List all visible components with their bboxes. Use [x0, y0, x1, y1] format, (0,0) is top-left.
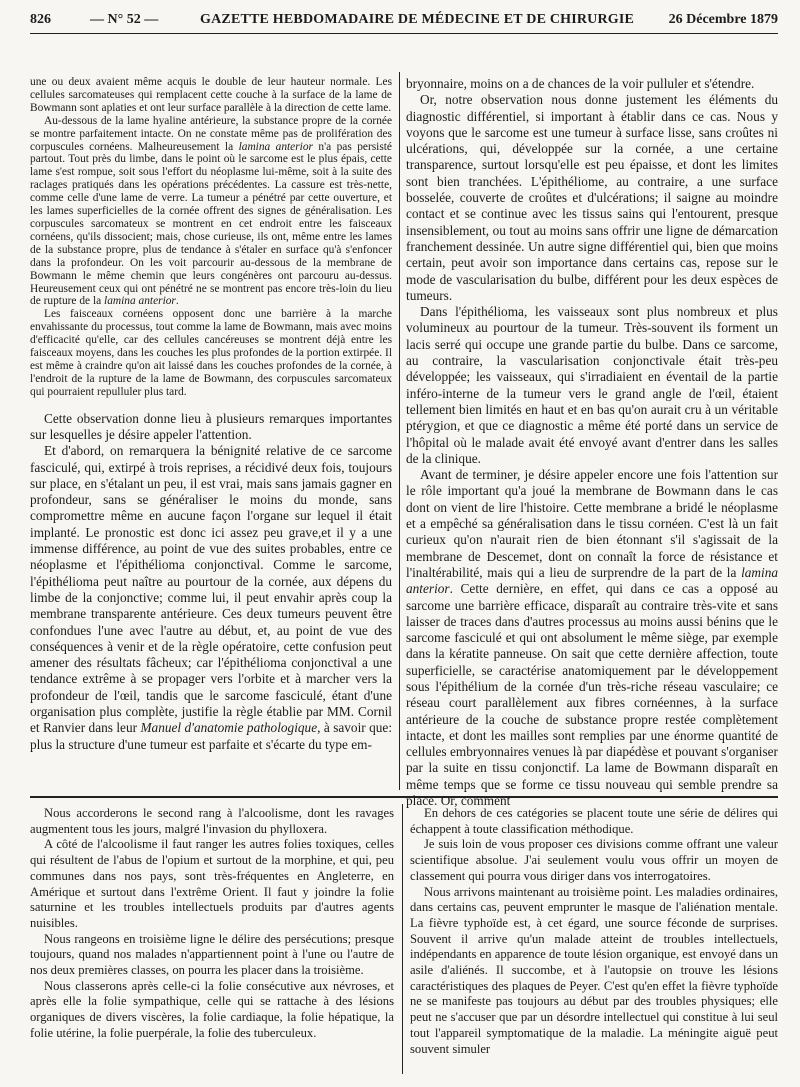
- paragraph: Dans l'épithélioma, les vaisseaux sont plus nombreux et plus volumineux au pourtour de la tumeur. Très-souvent ils forment un lacis serré qui occupe une grande partie du bulbe. Dans ce sarcome, au contraire, la vascularisation conjonctivale était très-peu développée; les vaisseaux, qui s'irradiaient en éventail de la partie inféro-interne de la tumeur vers le grand angle de l'œil, étaient tellement bien limités en haut et en bas qu'on aurait cru à un véritable ptérygion, et que ce diagnostic a même été porté dans un service de l'hôpital où le malade avait été envoyé avant d'entrer dans les salles de la clinique.: [406, 304, 778, 466]
- paragraph: Je suis loin de vous proposer ces divisions comme offrant une valeur scientifique absolue. J'ai seulement voulu vous offrir un moyen de classement qui pourra vous diriger dans vos interrogatoires.: [410, 837, 778, 883]
- top-left-column: [30, 76, 392, 753]
- paragraph: A côté de l'alcoolisme il faut ranger les autres folies toxiques, celles qui résultent de l'abus de l'opium et surtout de la morphine, et qui, peu communes dans nos pays, sont très-fréquentes en Angleterre, en Amérique et surtout dans l'extrême Orient. Il faut y joindre la folie saturnine et les troubles intellectuels produits par d'autres agents nuisibles.: [30, 837, 394, 930]
- bottom-left-column: [30, 806, 394, 1042]
- paragraph: Cette observation donne lieu à plusieurs remarques importantes sur lesquelles je désire appeler l'attention.: [30, 410, 392, 442]
- page-number: 826: [30, 12, 51, 27]
- top-column-divider: [399, 72, 400, 790]
- paragraph: bryonnaire, moins on a de chances de la voir pulluler et s'étendre.: [406, 76, 755, 91]
- discussion-text: [30, 411, 392, 753]
- paragraph: Les faisceaux cornéens opposent donc une barrière à la marche envahissante du processus, tout comme la lame de Bowmann, mais avec moins d'efficacité qu'elle, car des cellules cancéreuses se montrent déjà entre les faisceaux moyens, dans les couches les plus profondes de la portion extirpée. Il est même à craindre qu'on ait laissé dans les couches profondes de la cornée, à l'endroit de la rupture de la lame de Bowmann, des corpuscules sarcomateux qui pourraient repulluler plus tard.: [30, 308, 392, 398]
- paragraph: Nous rangeons en troisième ligne le délire des persécutions; presque toujours, quand nos malades n'appartiennent point à l'une ou l'autre de nos deux premières classes, on pourra les placer dans la troisième.: [30, 931, 394, 978]
- header-rule: [30, 33, 778, 34]
- paragraph: Nous accorderons le second rang à l'alcoolisme, dont les ravages augmentent tous les jours, malgré l'invasion du phylloxera.: [30, 806, 394, 836]
- paragraph: Nous classerons après celle-ci la folie consécutive aux névroses, et après elle la folie sympathique, celle qui se rattache à des lésions organiques de divers viscères, la folie cardiaque, la folie hépatique, la folie utérine, la folie puerpérale, la folie des tuberculeux.: [30, 978, 394, 1040]
- issue-number: — N° 52 —: [90, 12, 159, 27]
- case-notes: [30, 76, 392, 399]
- page-header: [30, 12, 778, 30]
- paragraph: Et d'abord, on remarquera la bénignité relative de ce sarcome fasciculé, qui, extirpé à trois reprises, a récidivé deux fois, toujours sur place, en s'étalant un peu, il est vrai, mais sans jamais gagner en profondeur, sans se généraliser le moins du monde, sans compromettre même en aucune façon l'organe sur lequel il était implanté. Le pronostic est donc ici assez peu grave,et il y a une immense différence, au point de vue des suites probables, entre ce néoplasme et l'épithélioma conjonctival. Comme le sarcome, l'épithélioma peut naître au pourtour de la cornée, aux dépens du limbe de la conjonctive; comme lui, il peut envahir après coup la membrane transparente antérieure. Ces deux tumeurs peuvent être confondues l'une avec l'autre au début, et, au point de vue des conséquences à venir et de la règle opératoire, cette confusion peut amener des résultats fâcheux; car l'épithélioma conjonctival a une tendance extrême à se propager vers l'orbite et à marcher vers la profondeur de l'œil, tandis que le sarcome fasciculé, étant d'une organisation plus complète, justifie la règle établie par MM. Cornil et Ranvier dans leur Manuel d'anatomie pathologique, à savoir que: plus la structure d'une tumeur est parfaite et s'écarte du type em-: [30, 443, 393, 752]
- bottom-right-column: [410, 806, 778, 1057]
- bottom-column-divider: [402, 804, 403, 1074]
- paragraph: En dehors de ces catégories se placent toute une série de délires qui échappent à toute classification méthodique.: [410, 806, 778, 836]
- paragraph: Nous arrivons maintenant au troisième point. Les maladies ordinaires, dans certains cas, peuvent emprunter le masque de l'aliénation mentale. La fièvre typhoïde est, à cet égard, une source féconde de surprises. Souvent il arrive qu'un malade atteint de troubles intellectuels, indépendants en apparence de toute lésion organique, est envoyé dans un asile d'aliénés. Il succombe, et à l'autopsie on trouve les lésions caractéristiques des plaques de Peyer. C'est qu'en effet la fièvre typhoïde ne se manifeste pas toujours au début par des troubles physiques; elle peut ne s'accuser que par un désordre intellectuel qui constitue à lui seul tout l'appareil symptomatique de la maladie. La méningite aiguë peut souvent simuler: [410, 884, 778, 1056]
- paragraph: Or, notre observation nous donne justement les éléments du diagnostic différentiel, si important à établir dans ce cas. Nous y voyons que le sarcome est une tumeur à surface lisse, sans croûtes ni ulcérations, qui, développée sur la cornée, a une certaine transparence, surtout lorsqu'elle est peu épaisse, et dont les limites sont bien tranchées. L'épithéliome, au contraire, a une surface bosselée, couverte de croûtes et d'ulcérations; il saigne au moindre contact et se continue avec les tissus sains qui l'entourent, presque insensiblement, ou tout au moins sans offrir une ligne de démarcation franchement dessinée. Un autre signe différentiel qui, bien que moins certain, peut avoir son importance dans certains cas, repose sur le mode de vascularisation du bulbe, différent pour les deux espèces de tumeurs.: [406, 92, 778, 303]
- paragraph: Avant de terminer, je désire appeler encore une fois l'attention sur le rôle important qu'a joué la membrane de Bowmann dans le cas dont on vient de lire l'histoire. Cette membrane a bridé le néoplasme et a empêché sa généralisation dans le tissu cornéen. C'est là un fait curieux qu'on n'aurait rien de bien étonnant s'il s'agissait de la membrane de Descemet, dont on connaît la force de résistance et l'inaltérabilité, mais qui a lieu de surprendre de la part de la lamina anterior. Cette dernière, en effet, qui dans ce cas a opposé au sarcome une barrière efficace, disparaît au contraire très-vite et sans laisser de traces dans d'autres processus au moins aussi bénins que le sarcome fasciculé et qui ont absolument le même siège, par exemple dans la kératite panneuse. On sait que cette dernière affection, toute superficielle, se caractérise anatomiquement par le développement sous l'épithélium de la cornée d'un très-riche réseau vasculaire; ce réseau court parallèlement aux fibres cornéennes, à la surface antérieure de la couche de substance propre restée complètement intacte, et dont les mailles sont remplies par une énorme quantité de cellules embryonnaires venues là par diapédèse et pouvant s'organiser par la suite en tissu conjonctif. La lame de Bowmann disparaît en même temps que se forme ce tissu nouveau qui semble prendre sa place. Or, comment: [406, 467, 778, 809]
- issue-date: 26 Décembre 1879: [668, 12, 778, 27]
- paragraph: une ou deux avaient même acquis le double de leur hauteur normale. Les cellules sarcomateuses qui remplacent cette couche à la surface de la lame de Bowmann sont aplaties et ont leur surface parallèle à la direction de cette lame.: [30, 76, 392, 114]
- paragraph: Au-dessous de la lame hyaline antérieure, la substance propre de la cornée se montre parfaitement intacte. On ne constate même pas de prolifération des corpuscules cornéens. Malheureusement la lamina anterior n'a pas persisté partout. Tout près du limbe, dans le point où le sarcome est le plus épais, cette lame s'est rompue, soit sous l'effort du néoplasme lui-même, soit à la suite des raclages pratiqués dans les opérations précédentes. La cassure est très-nette, comme celle d'une lame de verre. La tumeur a pénétré par cette ouverture, et les lames superficielles de la cornée offrent des signes de généralisation. Les corpuscules sarcomateux se montrent en cet endroit entre les faisceaux cornéens, qu'ils dissocient; mais, chose curieuse, ils ont, même entre les lames de la substance propre, plus de tendance à s'étaler en surface qu'à s'enfoncer dans la profondeur. On les voit parcourir au-dessous de la membrane de Bowmann le même chemin que leurs congénères ont parcouru au-dessus. Heureusement ceux qui ont pénétré ne se montrent pas encore très-loin du lieu de rupture de la lamina anterior.: [30, 114, 392, 308]
- top-right-column: [406, 76, 778, 809]
- journal-title: GAZETTE HEBDOMADAIRE DE MÉDECINE ET DE CHIRURGIE: [200, 12, 635, 27]
